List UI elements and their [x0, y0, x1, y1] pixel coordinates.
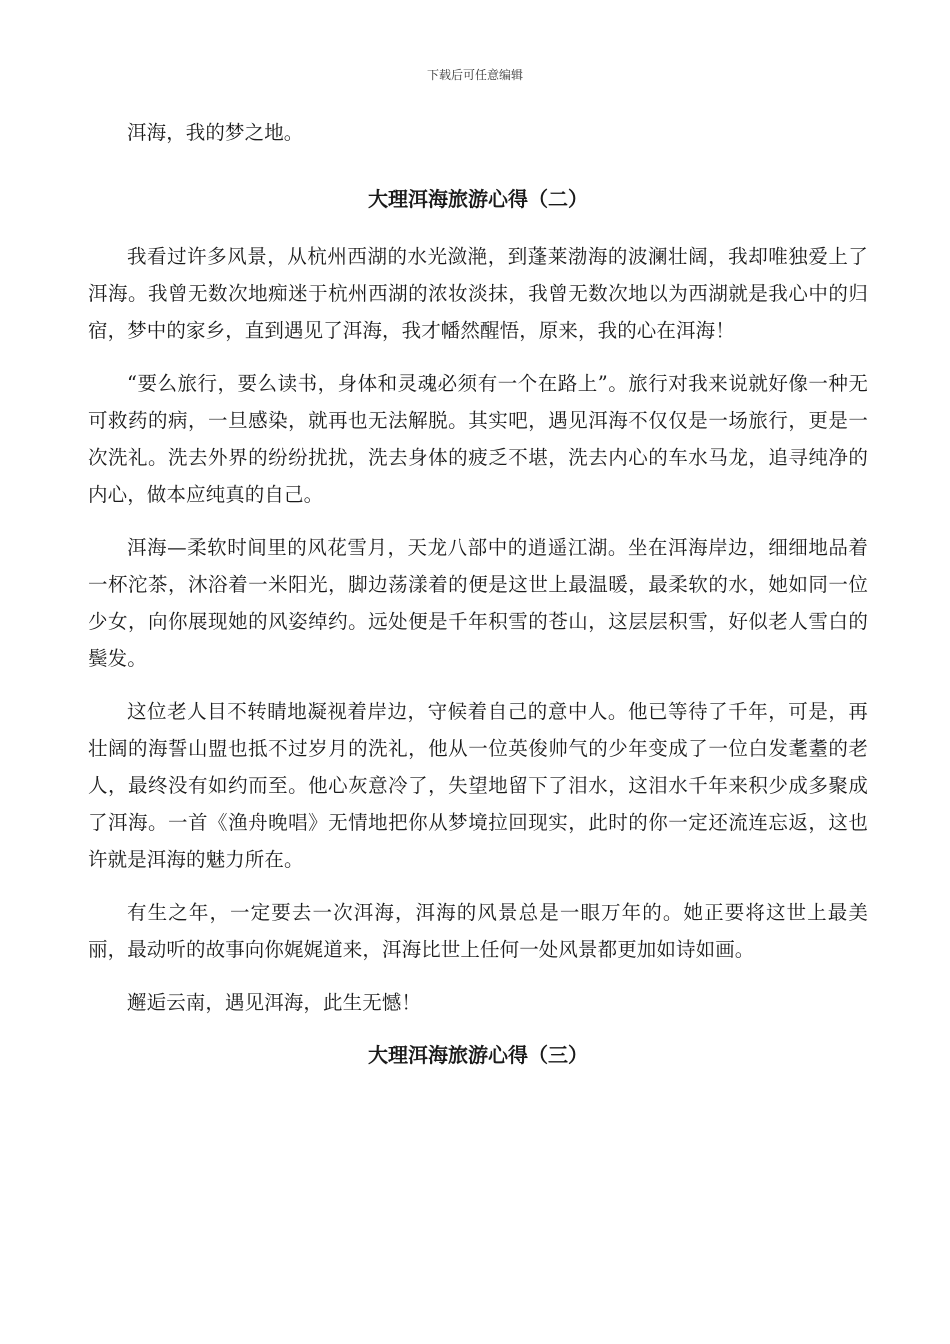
document-body: [88, 114, 868, 1094]
paragraph: 这位老人目不转睛地凝视着岸边，守候着自己的意中人。他已等待了千年，可是，再壮阔的海誓山盟也抵不过岁月的洗礼，他从一位英俊帅气的少年变成了一位白发耄耋的老人，最终没有如约而至。他心灰意冷了，失望地留下了泪水，这泪水千年来积少成多聚成了洱海。一首《渔舟晚唱》无情地把你从梦境拉回现实，此时的你一定还流连忘返，这也许就是洱海的魅力所在。: [88, 700, 868, 871]
continuation-paragraph: 洱海，我的梦之地。: [127, 121, 304, 144]
paragraph: 我看过许多风景，从杭州西湖的水光潋滟，到蓬莱渤海的波澜壮阔，我却唯独爱上了洱海。我曾无数次地痴迷于杭州西湖的浓妆淡抹，我曾无数次地以为西湖就是我心中的归宿，梦中的家乡，直到遇见了洱海，我才幡然醒悟，原来，我的心在洱海！: [88, 245, 868, 342]
page-header: 下载后可任意编辑: [426, 68, 523, 82]
paragraph: “要么旅行，要么读书，身体和灵魂必须有一个在路上”。旅行对我来说就好像一种无可救药的病，一旦感染，就再也无法解脱。其实吧，遇见洱海不仅仅是一场旅行，更是一次洗礼。洗去外界的纷纷扰扰，洗去身体的疲乏不堪，洗去内心的车水马龙，追寻纯净的内心，做本应纯真的自己。: [88, 372, 868, 506]
paragraph: 邂逅云南，遇见洱海，此生无憾！: [127, 991, 422, 1014]
paragraph: 洱海—柔软时间里的风花雪月，天龙八部中的逍遥江湖。坐在洱海岸边，细细地品着一杯沱茶，沐浴着一米阳光，脚边荡漾着的便是这世上最温暖，最柔软的水，她如同一位少女，向你展现她的风姿绰约。远处便是千年积雪的苍山，这层层积雪，好似老人雪白的鬓发。: [88, 536, 868, 670]
section-title-3: 大理洱海旅游心得（三）: [368, 1043, 588, 1067]
section-title-2: 大理洱海旅游心得（二）: [368, 187, 588, 211]
paragraph: 有生之年，一定要去一次洱海，洱海的风景总是一眼万年的。她正要将这世上最美丽，最动听的故事向你娓娓道来，洱海比世上任何一处风景都更加如诗如画。: [88, 901, 868, 961]
